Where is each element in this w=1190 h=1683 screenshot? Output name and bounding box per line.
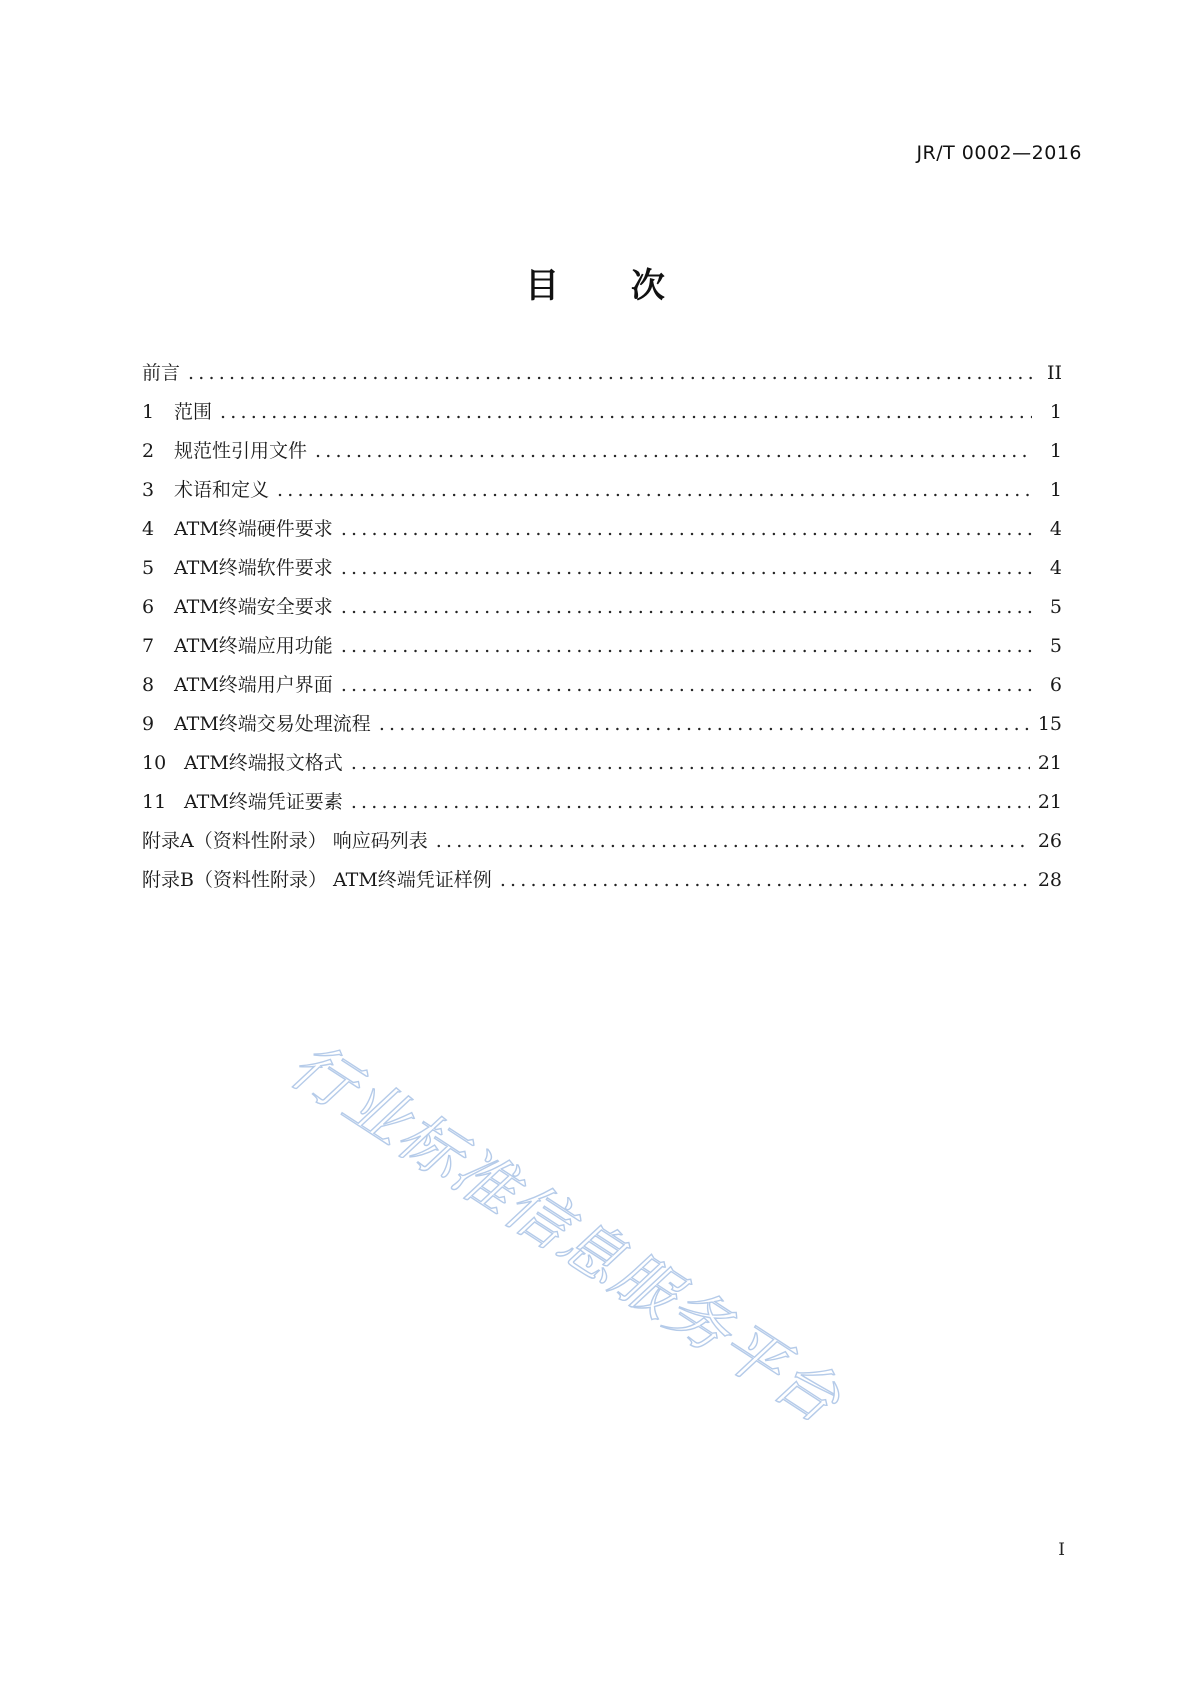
toc-entry-number: 9 <box>142 713 155 735</box>
toc-entry-title: 术语和定义 <box>174 479 270 501</box>
toc-entry-page: II <box>1046 362 1062 384</box>
watermark: 行业标准信息服务平台 <box>277 1028 854 1438</box>
toc-leader <box>220 401 1032 423</box>
table-of-contents <box>142 358 1062 904</box>
toc-entry-page: 26 <box>1037 830 1062 852</box>
toc-leader <box>341 674 1032 696</box>
toc-entry-number: 2 <box>142 440 155 462</box>
toc-entry-title: ATM终端交易处理流程 <box>174 713 371 735</box>
toc-leader <box>315 440 1032 462</box>
toc-entry-number: 10 <box>142 752 167 774</box>
toc-entry-number: 6 <box>142 596 155 618</box>
toc-entry-page: 21 <box>1037 752 1062 774</box>
standard-code: JR/T 0002—2016 <box>916 142 1082 164</box>
toc-entry-title: ATM终端报文格式 <box>184 752 343 774</box>
toc-entry-page: 5 <box>1049 635 1062 657</box>
toc-leader <box>351 752 1030 774</box>
toc-leader <box>188 362 1032 384</box>
toc-entry-title: ATM终端用户界面 <box>174 674 333 696</box>
toc-leader <box>341 518 1032 540</box>
toc-entry-3[interactable] <box>142 475 1062 514</box>
toc-entry-appendix-b[interactable] <box>142 865 1062 904</box>
toc-entry-page: 1 <box>1049 401 1062 423</box>
toc-leader <box>341 557 1032 579</box>
toc-entry-number: 1 <box>142 401 155 423</box>
toc-leader <box>379 713 1030 735</box>
toc-leader <box>341 635 1032 657</box>
toc-entry-appendix-a[interactable] <box>142 826 1062 865</box>
toc-entry-title: 范围 <box>174 401 213 423</box>
toc-entry-page: 21 <box>1037 791 1062 813</box>
toc-entry-page: 15 <box>1037 713 1062 735</box>
toc-entry-page: 1 <box>1049 440 1062 462</box>
toc-entry-title: ATM终端应用功能 <box>174 635 333 657</box>
toc-entry-title: 规范性引用文件 <box>174 440 308 462</box>
toc-entry-foreword[interactable] <box>142 358 1062 397</box>
toc-entry-page: 4 <box>1049 557 1062 579</box>
toc-entry-number: 7 <box>142 635 155 657</box>
toc-leader <box>351 791 1030 813</box>
toc-entry-title: 前言 <box>142 362 181 384</box>
toc-entry-number: 8 <box>142 674 155 696</box>
toc-entry-number: 5 <box>142 557 155 579</box>
toc-entry-title: ATM终端凭证要素 <box>184 791 343 813</box>
toc-entry-number: 3 <box>142 479 155 501</box>
toc-entry-8[interactable] <box>142 670 1062 709</box>
toc-entry-10[interactable] <box>142 748 1062 787</box>
toc-leader <box>436 830 1030 852</box>
toc-entry-number: 11 <box>142 791 167 813</box>
toc-entry-page: 6 <box>1049 674 1062 696</box>
toc-entry-title: ATM终端软件要求 <box>174 557 333 579</box>
toc-entry-title: 附录A（资料性附录） 响应码列表 <box>142 830 428 852</box>
toc-leader <box>277 479 1032 501</box>
toc-entry-title: ATM终端安全要求 <box>174 596 333 618</box>
toc-entry-1[interactable] <box>142 397 1062 436</box>
toc-entry-page: 1 <box>1049 479 1062 501</box>
toc-entry-title: ATM终端硬件要求 <box>174 518 333 540</box>
toc-entry-page: 4 <box>1049 518 1062 540</box>
toc-entry-page: 5 <box>1049 596 1062 618</box>
toc-entry-5[interactable] <box>142 553 1062 592</box>
toc-entry-page: 28 <box>1037 869 1062 891</box>
toc-entry-11[interactable] <box>142 787 1062 826</box>
page-number: I <box>1058 1540 1065 1560</box>
toc-entry-2[interactable] <box>142 436 1062 475</box>
toc-entry-title: 附录B（资料性附录） ATM终端凭证样例 <box>142 869 492 891</box>
toc-entry-6[interactable] <box>142 592 1062 631</box>
toc-entry-9[interactable] <box>142 709 1062 748</box>
toc-leader <box>500 869 1030 891</box>
toc-entry-7[interactable] <box>142 631 1062 670</box>
page-title: 目 次 <box>525 266 695 306</box>
toc-entry-number: 4 <box>142 518 155 540</box>
toc-leader <box>341 596 1032 618</box>
toc-entry-4[interactable] <box>142 514 1062 553</box>
